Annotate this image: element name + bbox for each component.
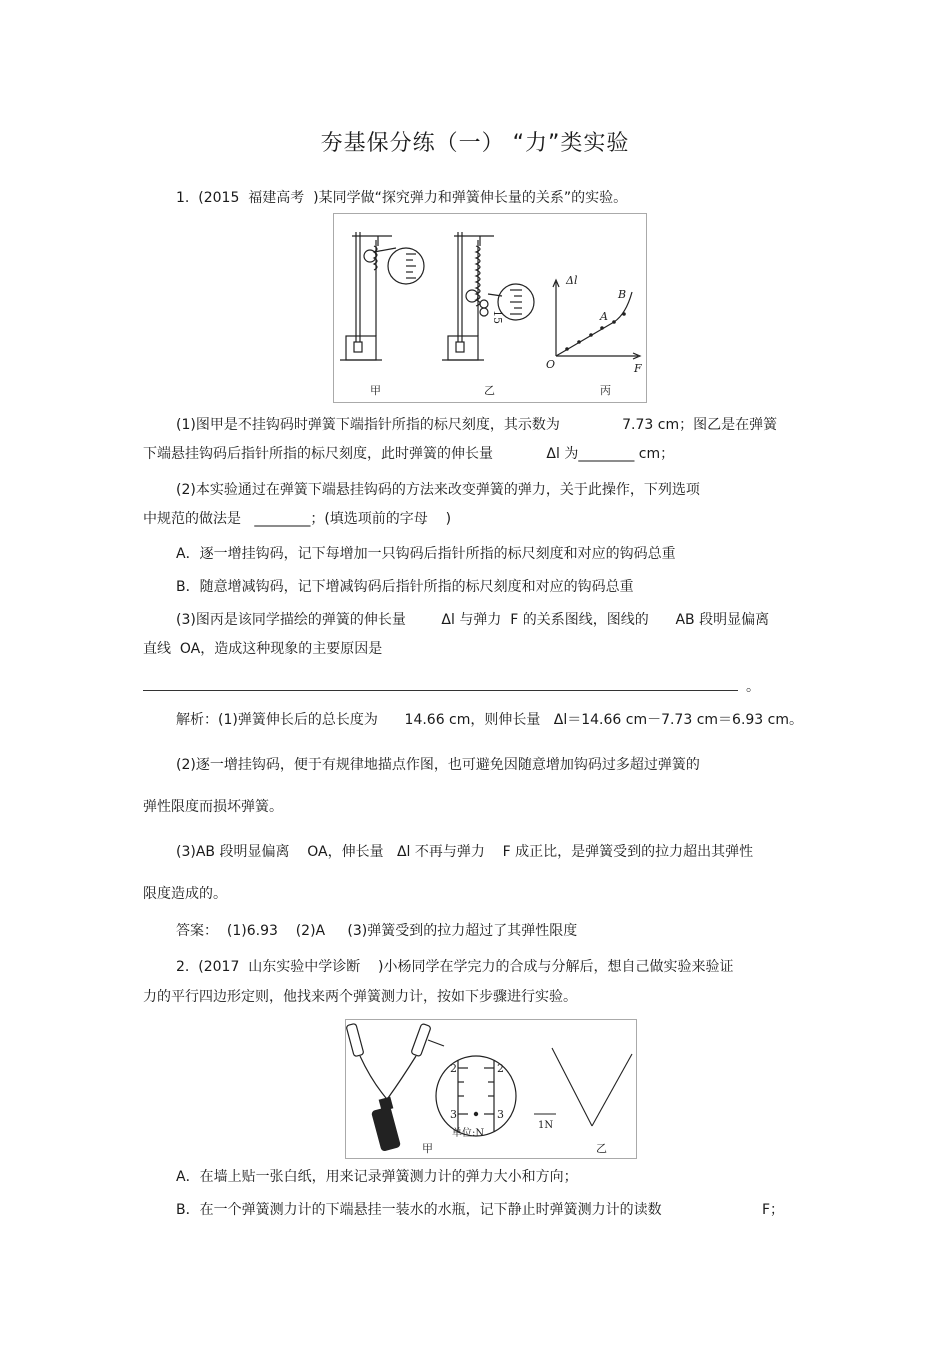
graph-point-a-label: A: [600, 310, 608, 323]
q1-solution-3a: (3)AB 段明显偏离 OA，伸长量 Δl 不再与弹力 F 成正比，是弹簧受到的拉力超出其弹性: [176, 844, 754, 860]
q1-answer: 答案： (1)6.93 (2)A (3)弹簧受到的拉力超过了其弹性限度: [176, 923, 578, 939]
q1-solution-3b: 限度造成的。: [143, 886, 227, 902]
unit-label: 单位:N: [452, 1128, 485, 1139]
q1-figure-svg: [334, 214, 646, 402]
q2-option-b-end: F；: [762, 1202, 785, 1218]
graph-point-b-label: B: [618, 288, 627, 301]
q1-part2-line1: (2)本实验通过在弹簧下端悬挂钩码的方法来改变弹簧的弹力，关于此操作，下列选项: [176, 482, 700, 498]
q2-figure: [345, 1019, 637, 1159]
scale-mark-15: 15: [491, 310, 504, 324]
q2-option-b: B．在一个弹簧测力计的下端悬挂一装水的水瓶，记下静止时弹簧测力计的读数: [176, 1202, 662, 1218]
fig-label-yi-2: 乙: [596, 1142, 607, 1155]
q2-header-line2: 力的平行四边形定则，他找来两个弹簧测力计，按如下步骤进行实验。: [143, 989, 577, 1005]
q1-part3-line1: (3)图丙是该同学描绘的弹簧的伸长量 Δl 与弹力 F 的关系图线，图线的 AB 段明显偏离: [176, 612, 770, 628]
water-bottle: [371, 1106, 401, 1152]
q1-part3-line2: 直线 OA，造成这种现象的主要原因是: [143, 641, 383, 657]
fig-label-jia-2: 甲: [422, 1142, 433, 1155]
q2-header-line1: 2. (2017 山东实验中学诊断 )小杨同学在学完力的合成与分解后，想自己做实验来验证: [176, 959, 734, 975]
q1-option-b: B．随意增减钩码，记下增减钩码后指针所指的标尺刻度和对应的钩码总重: [176, 579, 634, 595]
fig-label-bing: 丙: [600, 384, 611, 397]
apparatus-yi: [442, 232, 534, 360]
graph-origin-label: O: [546, 358, 556, 371]
scale-label-3-right: 3: [497, 1108, 504, 1121]
q1-blank-end: 。: [746, 679, 760, 695]
q1-option-a: A．逐一增挂钩码，记下每增加一只钩码后指针所指的标尺刻度和对应的钩码总重: [176, 546, 676, 562]
q2-figure-svg: [346, 1020, 636, 1158]
force-diagram-yi: [534, 1048, 632, 1126]
q1-part1-line1: (1)图甲是不挂钩码时弹簧下端指针所指的标尺刻度，其示数为 7.73 cm；图乙是在弹簧: [176, 417, 778, 433]
spring-scales-jia: [346, 1023, 516, 1136]
graph-bing: [553, 280, 640, 359]
q1-solution-2a: (2)逐一增挂钩码，便于有规律地描点作图，也可避免因随意增加钩码过多超过弹簧的: [176, 757, 700, 773]
scale-label-2-left: 2: [450, 1062, 457, 1075]
q1-part1-line2: 下端悬挂钩码后指针所指的标尺刻度，此时弹簧的伸长量 Δl 为________ cm；: [143, 446, 675, 462]
q1-solution-1: 解析：(1)弹簧伸长后的总长度为 14.66 cm，则伸长量 Δl＝14.66 cm－7.73 cm＝6.93 cm。: [176, 712, 803, 728]
graph-y-label: Δl: [566, 274, 578, 287]
q2-option-a: A．在墙上贴一张白纸，用来记录弹簧测力计的弹力大小和方向；: [176, 1169, 578, 1185]
fig-label-jia: 甲: [370, 384, 381, 397]
fig-label-yi: 乙: [484, 384, 495, 397]
graph-x-label: F: [634, 362, 642, 375]
scale-label-2-right: 2: [497, 1062, 504, 1075]
scale-bar-label: 1N: [538, 1120, 554, 1131]
page-title: 夯基保分练（一） “力”类实验: [320, 131, 630, 156]
q1-solution-2b: 弹性限度而损坏弹簧。: [143, 799, 283, 815]
q1-figure: [333, 213, 647, 403]
scale-label-3-left: 3: [450, 1108, 457, 1121]
q1-part2-line2: 中规范的做法是 ________；(填选项前的字母 ): [143, 511, 452, 527]
q1-answer-blank-line: [143, 690, 738, 691]
apparatus-jia: [340, 232, 424, 360]
q1-header: 1. (2015 福建高考 )某同学做“探究弹力和弹簧伸长量的关系”的实验。: [176, 190, 628, 206]
